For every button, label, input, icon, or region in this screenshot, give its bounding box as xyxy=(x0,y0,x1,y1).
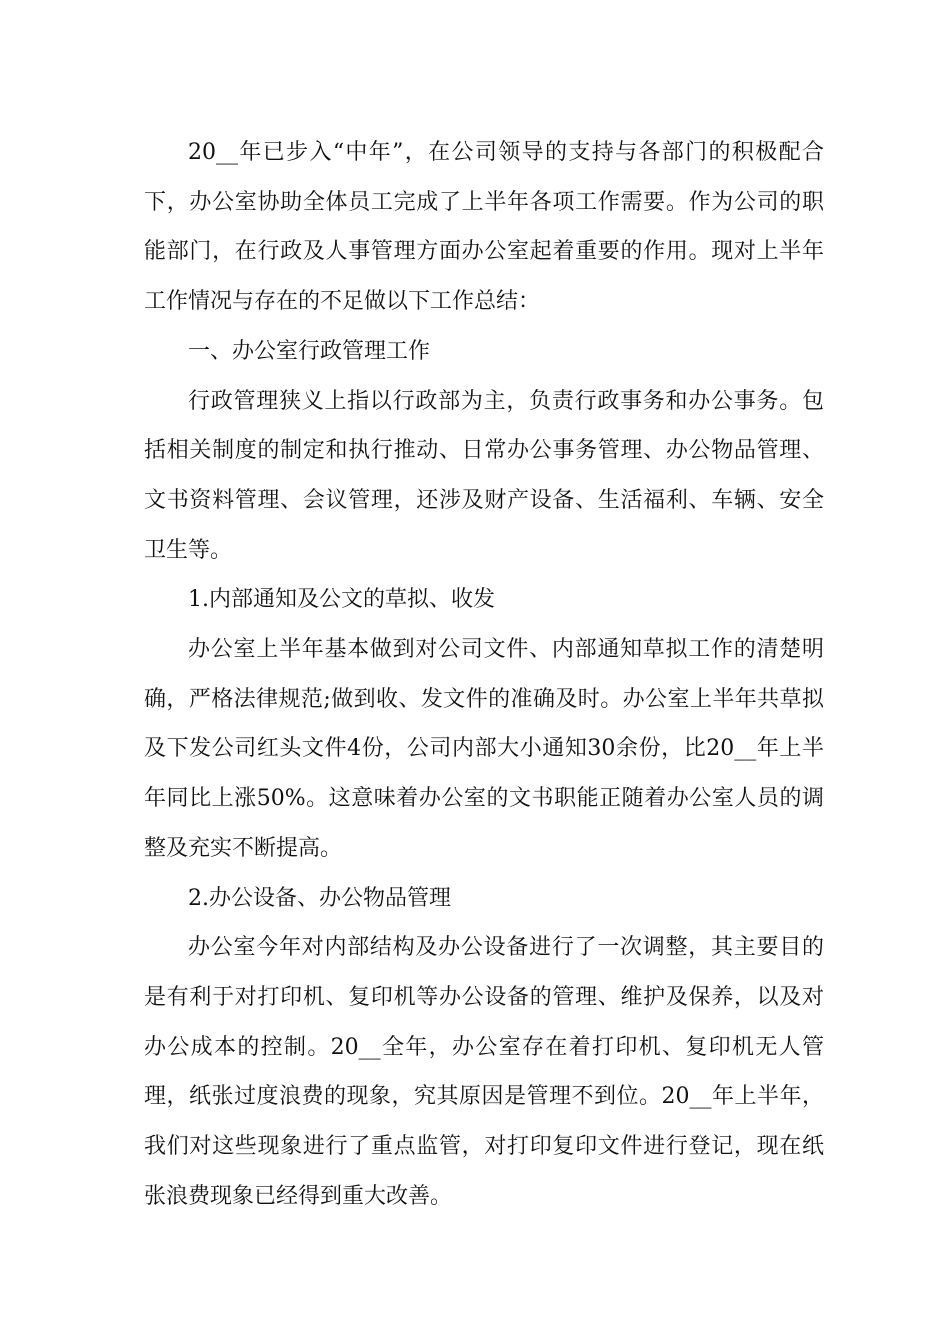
subsection-heading-equipment: 2.办公设备、办公物品管理 xyxy=(188,885,451,911)
section-heading-admin: 一、办公室行政管理工作 xyxy=(188,338,431,364)
equipment-paragraph: 办公室今年对内部结构及办公设备进行了一次调整，其主要目的是有利于对打印机、复印机等办公设备的管理、维护及保养，以及对办公成本的控制。20__全年，办公室存在着打印机、复印机无人管理，纸张过度浪费的现象，究其原因是管理不到位。20__年上半年，我们对这些现象进行了重点监管，对打印复印文件进行登记，现在纸张浪费现象已经得到重大改善。 xyxy=(144,935,824,1209)
notices-paragraph: 办公室上半年基本做到对公司文件、内部通知草拟工作的清楚明确，严格法律规范;做到收、发文件的准确及时。办公室上半年共草拟及下发公司红头文件4份，公司内部大小通知30余份，比20__年上半年同比上涨50%。这意味着办公室的文书职能正随着办公室人员的调整及充实不断提高。 xyxy=(144,637,824,861)
document-body xyxy=(144,128,824,1221)
admin-description-paragraph: 行政管理狭义上指以行政部为主，负责行政事务和办公事务。包括相关制度的制定和执行推动、日常办公事务管理、办公物品管理、文书资料管理、会议管理，还涉及财产设备、生活福利、车辆、安全卫生等。 xyxy=(144,388,824,563)
intro-paragraph: 20__年已步入“中年”，在公司领导的支持与各部门的积极配合下，办公室协助全体员工完成了上半年各项工作需要。作为公司的职能部门，在行政及人事管理方面办公室起着重要的作用。现对上半年工作情况与存在的不足做以下工作总结： xyxy=(144,140,824,315)
subsection-heading-notices: 1.内部通知及公文的草拟、收发 xyxy=(188,587,495,613)
